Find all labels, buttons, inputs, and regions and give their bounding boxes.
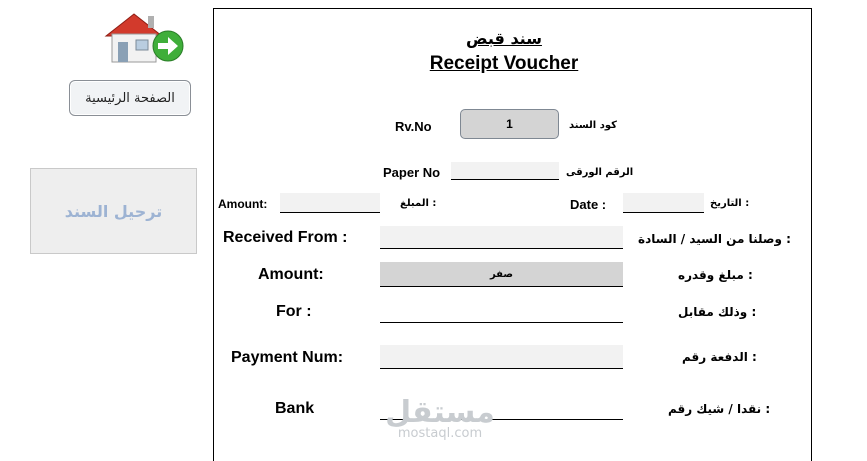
voucher-title-en: Receipt Voucher (429, 53, 579, 74)
received-from-field[interactable] (380, 226, 623, 249)
rv-no-label: Rv.No (395, 119, 432, 134)
date-field[interactable] (623, 193, 704, 213)
paper-no-field[interactable] (451, 162, 559, 180)
amount-small-label: Amount: (218, 197, 268, 211)
watermark-brand-ar: مستقل (385, 395, 495, 430)
voucher-title-ar: سند قبض (466, 29, 542, 48)
bank-label-ar: نقدا / شيك رقم : (668, 402, 771, 416)
bank-label: Bank (275, 400, 315, 417)
for-field[interactable] (380, 322, 623, 323)
date-label-ar: التاريخ : (710, 198, 750, 209)
date-label: Date : (570, 197, 607, 212)
received-from-label: Received From : (223, 229, 348, 246)
home-icon[interactable] (100, 10, 190, 66)
payment-num-field[interactable] (380, 345, 623, 369)
received-from-label-ar: وصلنا من السيد / السادة : (638, 232, 791, 246)
payment-num-label-ar: الدفعة رقم : (682, 350, 757, 364)
rv-no-label-ar: كود السند (569, 120, 617, 131)
home-button[interactable]: الصفحة الرئيسية (69, 80, 191, 116)
amount-label: Amount: (258, 266, 324, 283)
for-label-ar: وذلك مقابل : (678, 305, 757, 319)
rv-no-field[interactable]: 1 (460, 109, 559, 139)
watermark-brand-url: mostaql.com (397, 426, 483, 441)
for-label: For : (276, 303, 312, 320)
amount-small-field[interactable] (280, 193, 380, 213)
receipt-voucher-sheet (213, 8, 812, 461)
paper-no-label: Paper No (383, 165, 441, 180)
amount-field[interactable]: صفر (380, 262, 623, 287)
paper-no-label-ar: الرقم الورقى (566, 167, 634, 178)
amount-small-label-ar: المبلغ : (400, 198, 437, 209)
post-voucher-button[interactable]: ترحيل السند (30, 168, 197, 254)
amount-label-ar: مبلغ وقدره : (678, 268, 753, 282)
payment-num-label: Payment Num: (231, 349, 344, 366)
mostaql-watermark (370, 395, 510, 441)
